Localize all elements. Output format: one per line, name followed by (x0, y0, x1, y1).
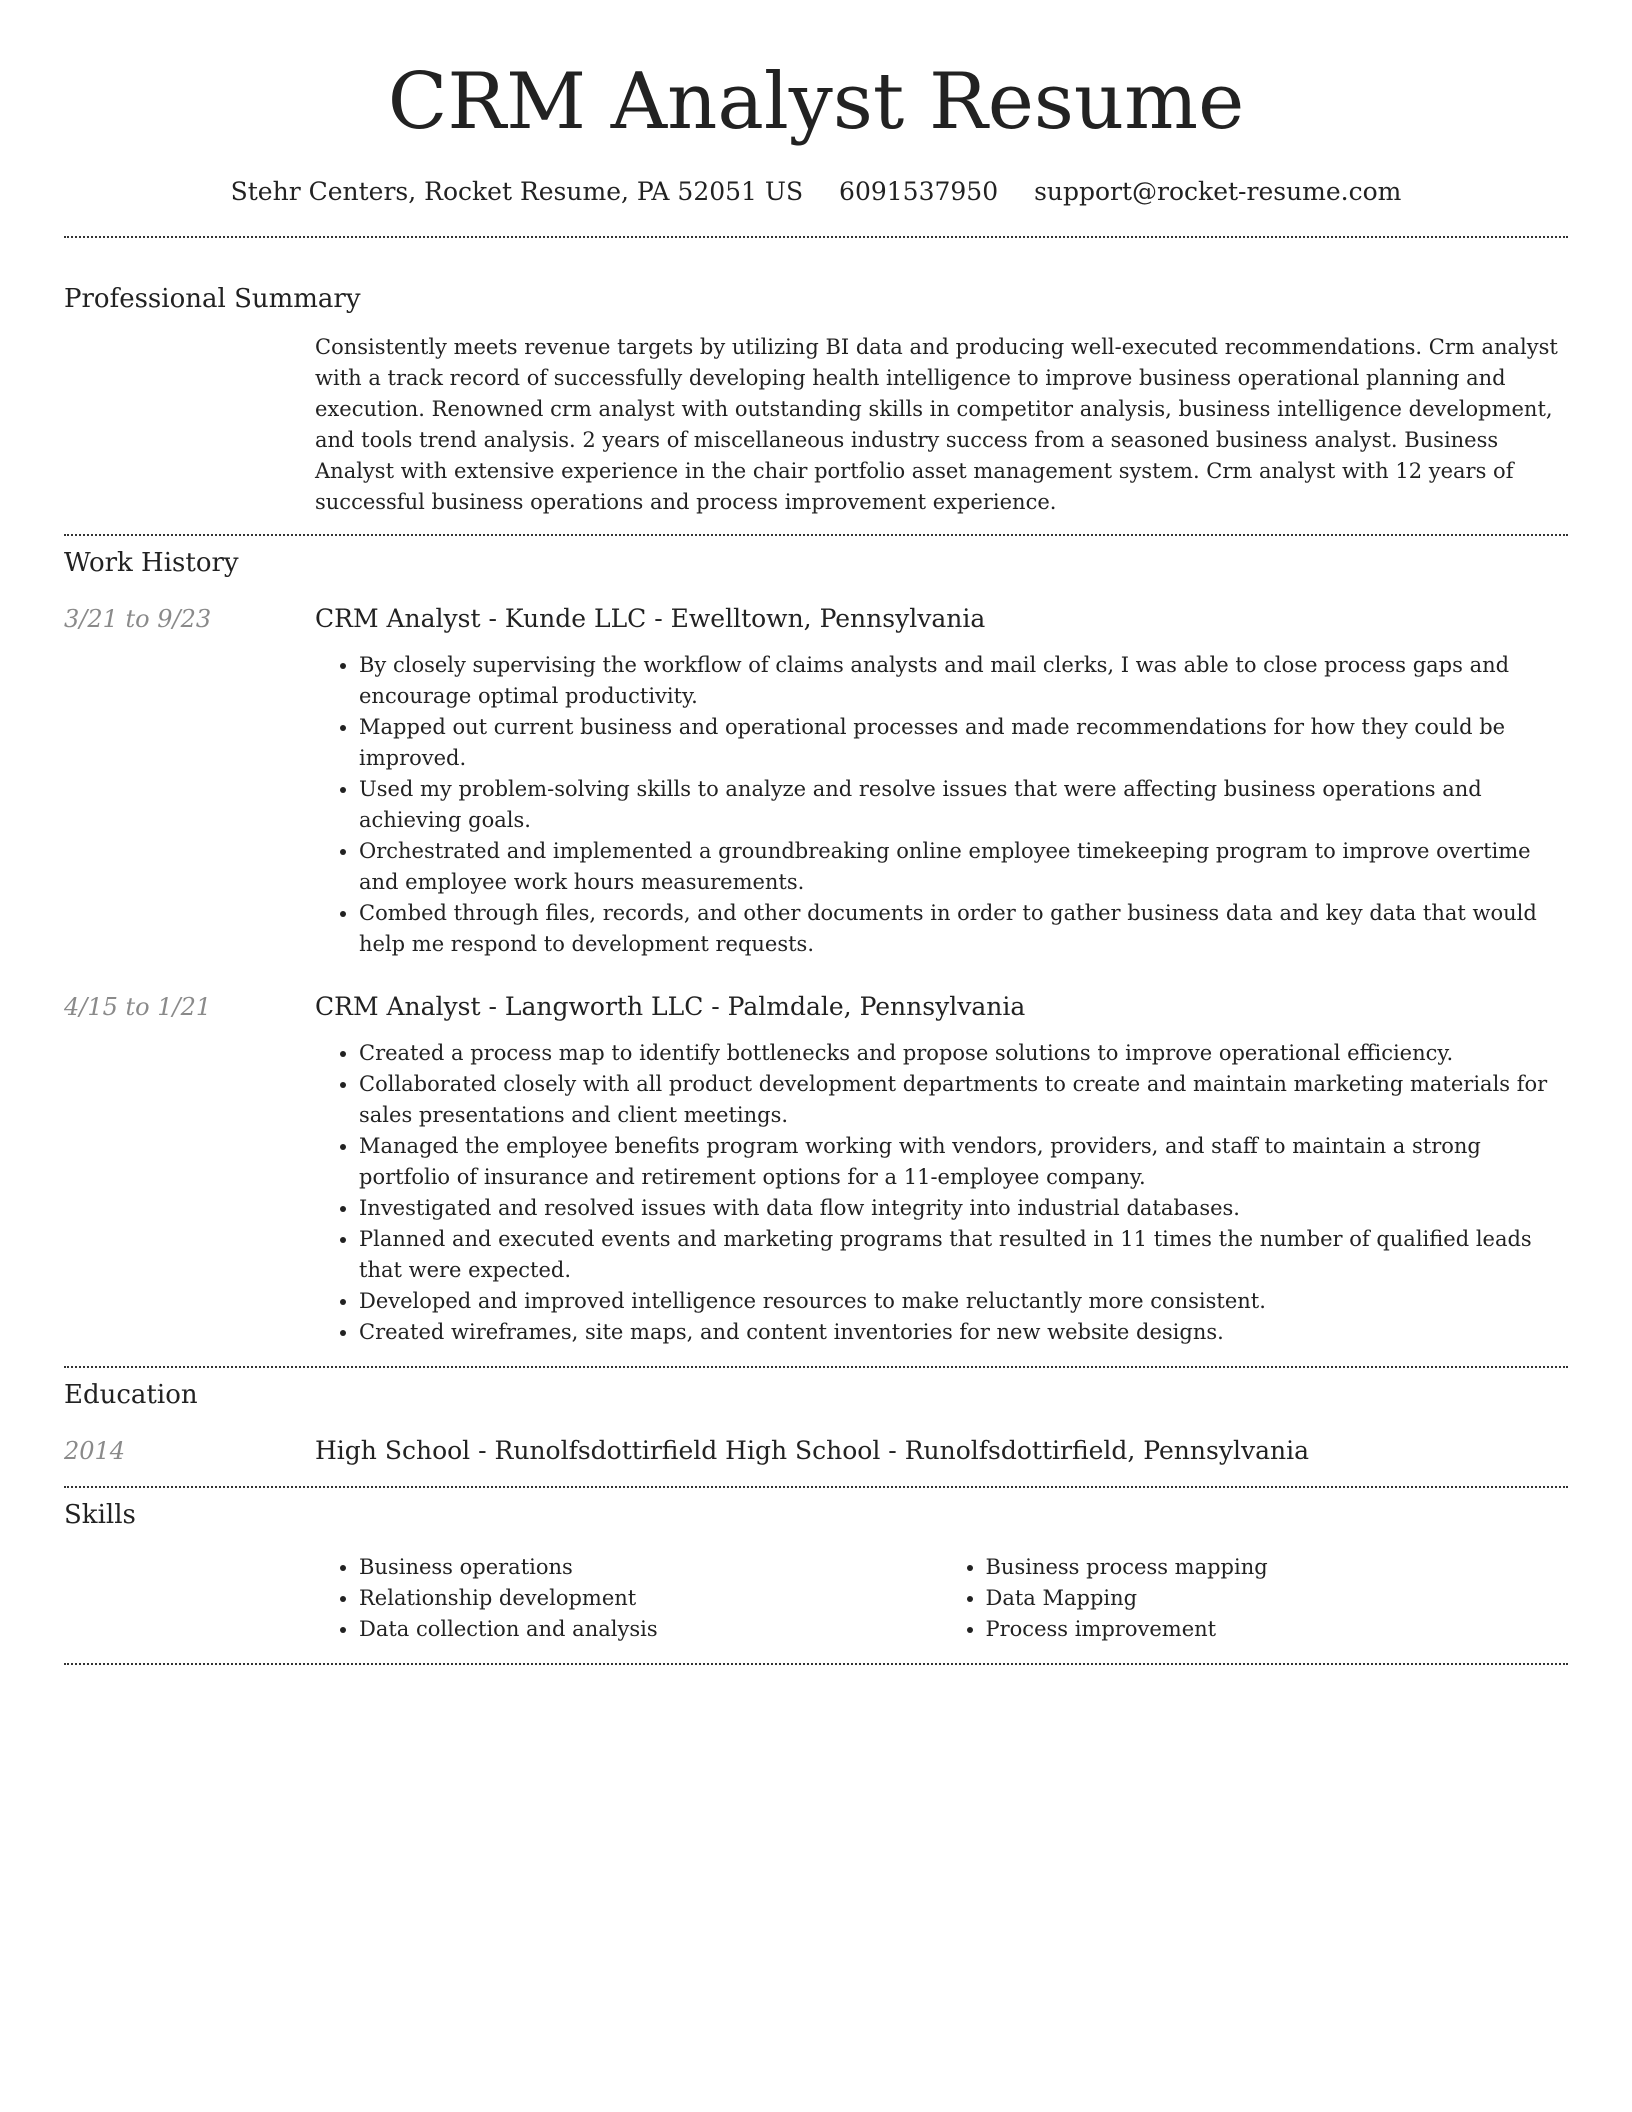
divider (64, 1486, 1568, 1488)
education-title: High School - Runolfsdottirfield High School - Runolfsdottirfield, Pennsylvania (315, 1436, 1309, 1465)
skill-item: • Relationship development (359, 1583, 942, 1614)
job-dates: 4/15 to 1/21 (64, 993, 212, 1021)
list-item: • Orchestrated and implemented a groundbreaking online employee timekeeping program to improve overtime and employee work hours measurements. (359, 836, 1568, 898)
list-item: • Combed through files, records, and other documents in order to gather business data and key data that would help me respond to development requests. (359, 898, 1568, 960)
divider (64, 1366, 1568, 1368)
list-item: • Created a process map to identify bottlenecks and propose solutions to improve operational efficiency. (359, 1038, 1568, 1069)
divider (64, 236, 1568, 238)
job-dates: 3/21 to 9/23 (64, 605, 212, 633)
skill-item: • Data collection and analysis (359, 1614, 942, 1645)
section-title-education: Education (64, 1380, 198, 1410)
skill-item: • Data Mapping (986, 1583, 1569, 1614)
contact-line (64, 174, 1568, 210)
education-year: 2014 (64, 1437, 126, 1465)
list-item: • Created wireframes, site maps, and content inventories for new website designs. (359, 1317, 1568, 1348)
list-item: • Investigated and resolved issues with data flow integrity into industrial databases. (359, 1193, 1568, 1224)
skills-left-column (64, 1552, 315, 1645)
section-title-skills: Skills (64, 1500, 136, 1530)
divider (64, 1663, 1568, 1665)
job-entry (64, 990, 1568, 1348)
divider (64, 534, 1568, 536)
job-title: CRM Analyst - Kunde LLC - Ewelltown, Pennsylvania (315, 604, 986, 633)
summary-left-column (64, 332, 315, 518)
list-item: • Collaborated closely with all product development departments to create and maintain marketing materials for sales presentations and client meetings. (359, 1069, 1568, 1131)
skill-item: • Process improvement (986, 1614, 1569, 1645)
summary-text: Consistently meets revenue targets by utilizing BI data and producing well-executed recommendations. Crm analyst with a track record of successfully developing health intelligence to improve business operational planning and execution. Renowned crm analyst with outstanding skills in competitor analysis, business intelligence development, and tools trend analysis. 2 years of miscellaneous industry success from a seasoned business analyst. Business Analyst with extensive experience in the chair portfolio asset management system. Crm analyst with 12 years of successful business operations and process improvement experience. (315, 335, 1558, 514)
job-bullets (315, 1038, 1568, 1348)
skills-list-left (315, 1552, 942, 1645)
job-entry (64, 602, 1568, 960)
section-title-summary: Professional Summary (64, 284, 361, 314)
contact-email: support@rocket-resume.com (1034, 177, 1402, 206)
list-item: • Managed the employee benefits program working with vendors, providers, and staff to maintain a strong portfolio of insurance and retirement options for a 11-employee company. (359, 1131, 1568, 1193)
section-title-work-history: Work History (64, 548, 239, 578)
job-bullets (315, 650, 1568, 960)
skills-grid (315, 1552, 1568, 1645)
list-item: • Mapped out current business and operational processes and made recommendations for how they could be improved. (359, 712, 1568, 774)
list-item: • By closely supervising the workflow of claims analysts and mail clerks, I was able to close process gaps and encourage optimal productivity. (359, 650, 1568, 712)
skills-list-right (942, 1552, 1569, 1645)
resume-title: CRM Analyst Resume (387, 57, 1245, 147)
skill-item: • Business process mapping (986, 1552, 1569, 1583)
list-item: • Planned and executed events and marketing programs that resulted in 11 times the number of qualified leads that were expected. (359, 1224, 1568, 1286)
education-entry (64, 1434, 1568, 1468)
job-title: CRM Analyst - Langworth LLC - Palmdale, Pennsylvania (315, 992, 1026, 1021)
list-item: • Developed and improved intelligence resources to make reluctantly more consistent. (359, 1286, 1568, 1317)
contact-address: Stehr Centers, Rocket Resume, PA 52051 US (230, 177, 804, 206)
list-item: • Used my problem-solving skills to analyze and resolve issues that were affecting business operations and achieving goals. (359, 774, 1568, 836)
contact-phone: 6091537950 (839, 177, 999, 206)
skill-item: • Business operations (359, 1552, 942, 1583)
